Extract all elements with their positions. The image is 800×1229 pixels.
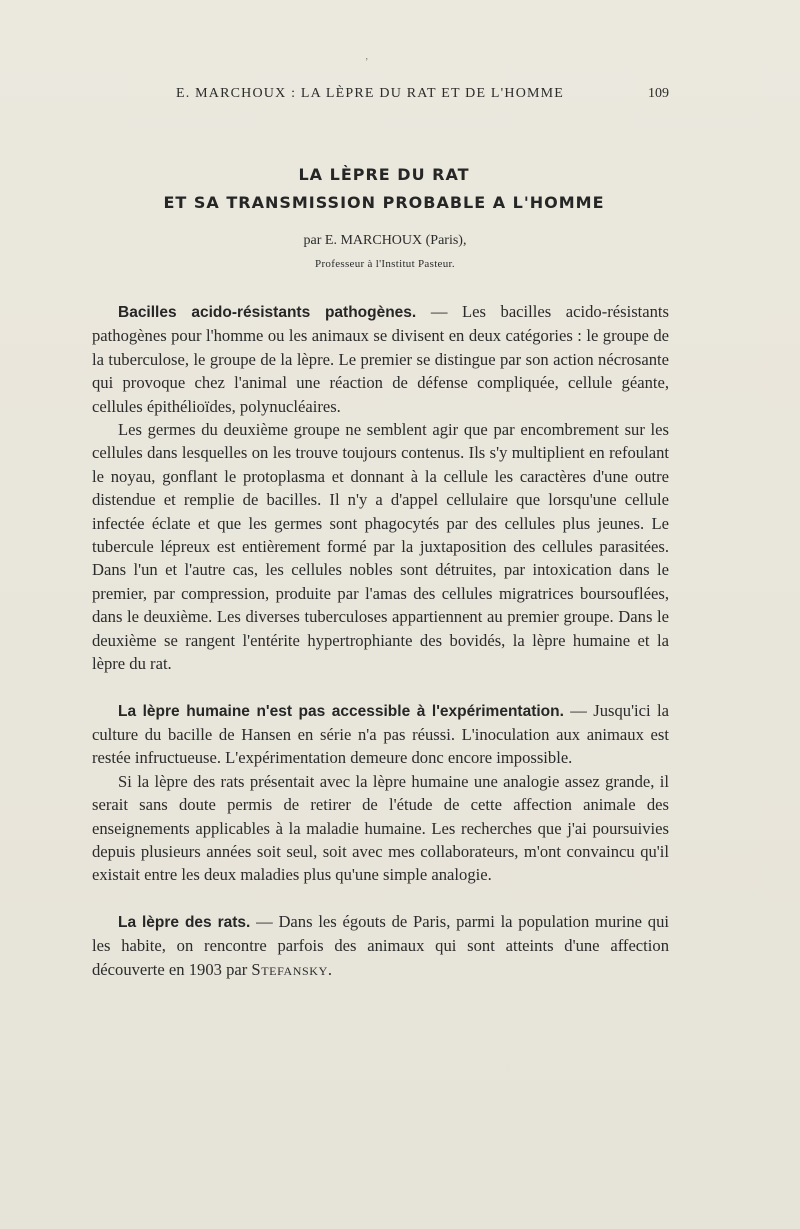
paragraph-text: . [327,959,332,979]
article-title-line-2: ET SA TRANSMISSION PROBABLE A L'HOMME [163,193,605,212]
paragraph: Les germes du deuxième groupe ne semblent agir que par encombrement sur les cellules dans lesquelles on les trouve toujours contenus. Ils s'y multiplient en refoulant le noyau, gonflant le protoplasma et donnant à la cellule les caractères d'une outre distendue et remplie de bacilles. Il n'y a d'appel cellulaire que lorsqu'une cellule infectée éclate et que les germes sont phagocytés par des cellules plus jeunes. Le tubercule lépreux est entièrement formé par la juxtaposition des cellules parasitées. Dans l'un et l'autre cas, les cellules nobles sont détruites, par intoxication dans le premier, par compression, produite par l'amas des cellules migratrices boursouflées, dans le deuxième. Les diverses tuberculoses appartiennent au premier groupe. Dans le deuxième se rangent l'entérite hypertrophiante des bovidés, la lèpre humaine et la lèpre du rat. [92,420,669,674]
paragraph: Si la lèpre des rats présentait avec la lèpre humaine une analogie assez grande, il serait sans doute permis de retirer de l'étude de cette affection animale des enseignements applicables à la maladie humaine. Les recherches que j'ai poursuivies depuis plusieurs années soit seul, soit avec mes collaborateurs, m'ont convaincu qu'il existait entre les deux maladies plus qu'une simple analogie. [92,771,669,885]
paragraph [92,699,669,770]
section-heading: La lèpre humaine n'est pas accessible à l'expérimentation. [118,702,564,720]
section-heading: Bacilles acido-résistants pathogènes. [118,304,417,321]
author-name-smallcaps: Stefansky [251,959,328,979]
section-heading: La lèpre des rats. [118,913,251,931]
paragraph [92,910,669,981]
article-title-line-1: LA LÈPRE DU RAT [298,165,470,184]
stray-mark: ʼ [365,57,369,68]
paragraph-text: — Les bacilles acido-résistants pathogènes pour l'homme ou les animaux se divisent en deux catégories : le groupe de la tuberculose, le groupe de la lèpre. Le premier se distingue par son action nécrosante qui provoque chez l'animal une réaction de défense compliquée, cellule géante, cellules épithélioïdes, polynucléaires. [92,302,669,416]
running-head: E. MARCHOUX : LA LÈPRE DU RAT ET DE L'HOMME [176,86,565,101]
paragraph [92,300,669,418]
paragraph-text: — Dans les égouts de Paris, parmi la population murine qui les habite, on rencontre parfois des animaux qui sont atteints d'une affection découverte en 1903 par [92,911,669,979]
page-number: 109 [648,86,669,101]
author-byline: par E. MARCHOUX (Paris), [303,233,467,248]
paragraph-text: — Jusqu'ici la culture du bacille de Hansen en série n'a pas réussi. L'inoculation aux animaux est restée infructueuse. L'expérimentation demeure donc encore impossible. [92,700,669,768]
article-body [92,300,669,981]
author-affiliation: Professeur à l'Institut Pasteur. [315,258,455,270]
